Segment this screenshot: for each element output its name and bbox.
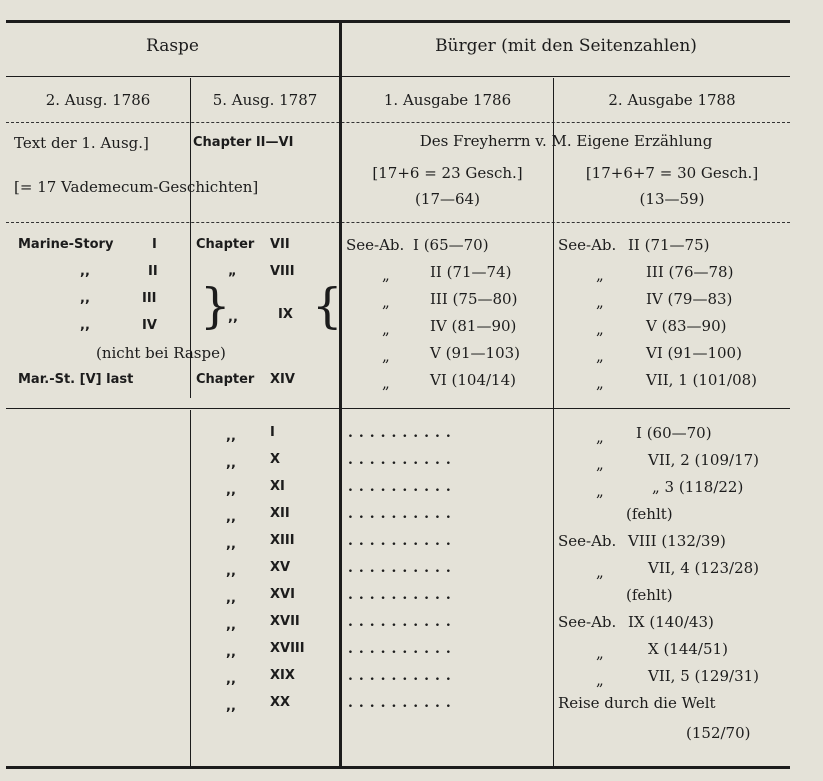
- ditto-mark: „: [382, 266, 390, 284]
- see-ab-label: See-Ab.: [558, 532, 617, 550]
- chapter-num: XVI: [270, 587, 295, 602]
- ditto-mark: „: [382, 320, 390, 338]
- chapter-num: XII: [270, 506, 290, 521]
- ditto-mark: „: [596, 293, 604, 311]
- dot-leader: ..........: [348, 479, 457, 495]
- marine-story-label: Marine-Story: [18, 237, 114, 252]
- bottom-rule: [6, 766, 790, 769]
- chapter-num: XIII: [270, 533, 295, 548]
- ditto-mark: ,,: [226, 510, 236, 525]
- marine-story-num: I: [152, 237, 157, 252]
- buerger-entry: (fehlt): [626, 505, 673, 523]
- dot-leader: ..........: [348, 452, 457, 468]
- ditto-mark: ,,: [226, 672, 236, 687]
- nicht-bei-raspe: (nicht bei Raspe): [96, 344, 226, 362]
- chapter-range: Chapter II—VI: [193, 135, 294, 150]
- ditto-mark: „: [596, 428, 604, 446]
- header-rule: [6, 76, 790, 77]
- raspe-divider-lower: [190, 410, 191, 766]
- see-ab-value: V (91—103): [430, 344, 521, 362]
- ditto-mark: ,,: [226, 591, 236, 606]
- chapter-num: XI: [270, 479, 285, 494]
- ditto-mark: ,,: [226, 456, 236, 471]
- see-ab-label-2: See-Ab.: [558, 236, 617, 254]
- dot-leader: ..........: [348, 506, 457, 522]
- top-rule: [6, 20, 790, 23]
- see-ab-value: III (75—80): [430, 290, 518, 308]
- chapter-num: XIV: [270, 372, 295, 387]
- see-ab-value: IV (81—90): [430, 317, 517, 335]
- chapter-label: Chapter: [196, 372, 255, 387]
- ditto-mark: „: [596, 455, 604, 473]
- chapter-num: XVIII: [270, 641, 305, 656]
- buerger-entry: VII, 5 (129/31): [648, 667, 760, 685]
- reise-label: Reise durch die Welt: [558, 694, 716, 712]
- edition-buerger-1: 1. Ausgabe 1786: [383, 91, 512, 109]
- dot-leader: ..........: [348, 668, 457, 684]
- text-first-edition: Text der 1. Ausg.]: [14, 134, 149, 152]
- see-ab-value: I (65—70): [413, 236, 489, 254]
- buerger-entry: IX (140/43): [628, 613, 714, 631]
- chapter-num: I: [270, 425, 275, 440]
- buerger-title: Des Freyherrn v. M. Eigene Erzählung: [419, 132, 713, 150]
- chapter-num-ix: IX: [278, 307, 293, 322]
- ditto-mark: ,,: [226, 645, 236, 660]
- ditto-mark: „: [596, 347, 604, 365]
- ditto-mark: ,,: [228, 310, 238, 325]
- left-brace: }: [200, 278, 231, 334]
- dot-leader: ..........: [348, 425, 457, 441]
- header-buerger: Bürger (mit den Seitenzahlen): [435, 36, 697, 56]
- marine-story-num: II: [148, 264, 158, 279]
- buerger-entry: VII, 4 (123/28): [648, 559, 760, 577]
- ed2-count: [17+6+7 = 30 Gesch.]: [585, 164, 759, 182]
- chapter-num: XX: [270, 695, 291, 710]
- ditto-mark: ,,: [226, 618, 236, 633]
- ditto-mark: ,,: [80, 318, 90, 333]
- buerger-entry: I (60—70): [636, 424, 712, 442]
- buerger-entry: VII, 2 (109/17): [648, 451, 760, 469]
- ditto-mark: „: [382, 347, 390, 365]
- chapter-num: X: [270, 452, 281, 467]
- see-ab-value-2: V (83—90): [646, 317, 727, 335]
- header-raspe: Raspe: [146, 36, 199, 56]
- see-ab-value-2: IV (79—83): [646, 290, 733, 308]
- marine-story-num: IV: [142, 318, 157, 333]
- ditto-mark: ,,: [226, 564, 236, 579]
- edition-raspe-5: 5. Ausg. 1787: [212, 91, 318, 109]
- see-ab-value-2: III (76—78): [646, 263, 734, 281]
- chapter-num: XVII: [270, 614, 300, 629]
- buerger-entry: X (144/51): [648, 640, 728, 658]
- dot-leader: ..........: [348, 533, 457, 549]
- ditto-mark: „: [382, 374, 390, 392]
- edition-raspe-2: 2. Ausg. 1786: [45, 91, 151, 109]
- dot-leader: ..........: [348, 614, 457, 630]
- chapter-num: VIII: [270, 264, 295, 279]
- ditto-mark: „: [596, 563, 604, 581]
- ditto-mark: ,,: [226, 429, 236, 444]
- marine-story-num: III: [142, 291, 157, 306]
- see-ab-value-2: II (71—75): [628, 236, 710, 254]
- chapter-label: Chapter: [196, 237, 255, 252]
- section1-rule: [6, 222, 790, 223]
- ed2-pages: (13—59): [639, 190, 705, 208]
- dot-leader: ..........: [348, 695, 457, 711]
- see-ab-label: See-Ab.: [346, 236, 405, 254]
- ditto-mark: „: [596, 320, 604, 338]
- ditto-mark: „: [596, 374, 604, 392]
- see-ab-value-2: VII, 1 (101/08): [646, 371, 758, 389]
- dot-leader: ..........: [348, 587, 457, 603]
- ed1-pages: (17—64): [415, 190, 480, 208]
- ditto-mark: ,,: [226, 537, 236, 552]
- chapter-num: XIX: [270, 668, 295, 683]
- vademecum-note: [= 17 Vademecum-Geschichten]: [14, 178, 259, 196]
- edition-rule: [6, 122, 790, 123]
- ditto-mark: ,,: [226, 699, 236, 714]
- chapter-num: XV: [270, 560, 291, 575]
- ditto-mark: „: [596, 482, 604, 500]
- reise-pages: (152/70): [686, 724, 751, 742]
- marine-story-last: Mar.-St. [V] last: [18, 372, 134, 387]
- dot-leader: ..........: [348, 641, 457, 657]
- chapter-num: VII: [270, 237, 290, 252]
- ed1-count: [17+6 = 23 Gesch.]: [372, 164, 523, 182]
- ditto-mark: ,,: [80, 264, 90, 279]
- ditto-mark: „: [382, 293, 390, 311]
- buerger-entry: „ 3 (118/22): [652, 478, 744, 496]
- ditto-mark: ,,: [80, 291, 90, 306]
- ditto-mark: „: [596, 671, 604, 689]
- edition-buerger-2: 2. Ausgabe 1788: [608, 91, 736, 109]
- see-ab-value-2: VI (91—100): [646, 344, 742, 362]
- ditto-mark: „: [596, 266, 604, 284]
- section2-rule: [6, 408, 790, 409]
- buerger-entry: VIII (132/39): [628, 532, 726, 550]
- right-brace: {: [312, 278, 343, 334]
- ditto-mark: „: [228, 264, 237, 279]
- buerger-entry: (fehlt): [626, 586, 673, 604]
- dot-leader: ..........: [348, 560, 457, 576]
- ditto-mark: ,,: [226, 483, 236, 498]
- ditto-mark: „: [596, 644, 604, 662]
- see-ab-value: II (71—74): [430, 263, 512, 281]
- see-ab-label: See-Ab.: [558, 613, 617, 631]
- see-ab-value: VI (104/14): [430, 371, 517, 389]
